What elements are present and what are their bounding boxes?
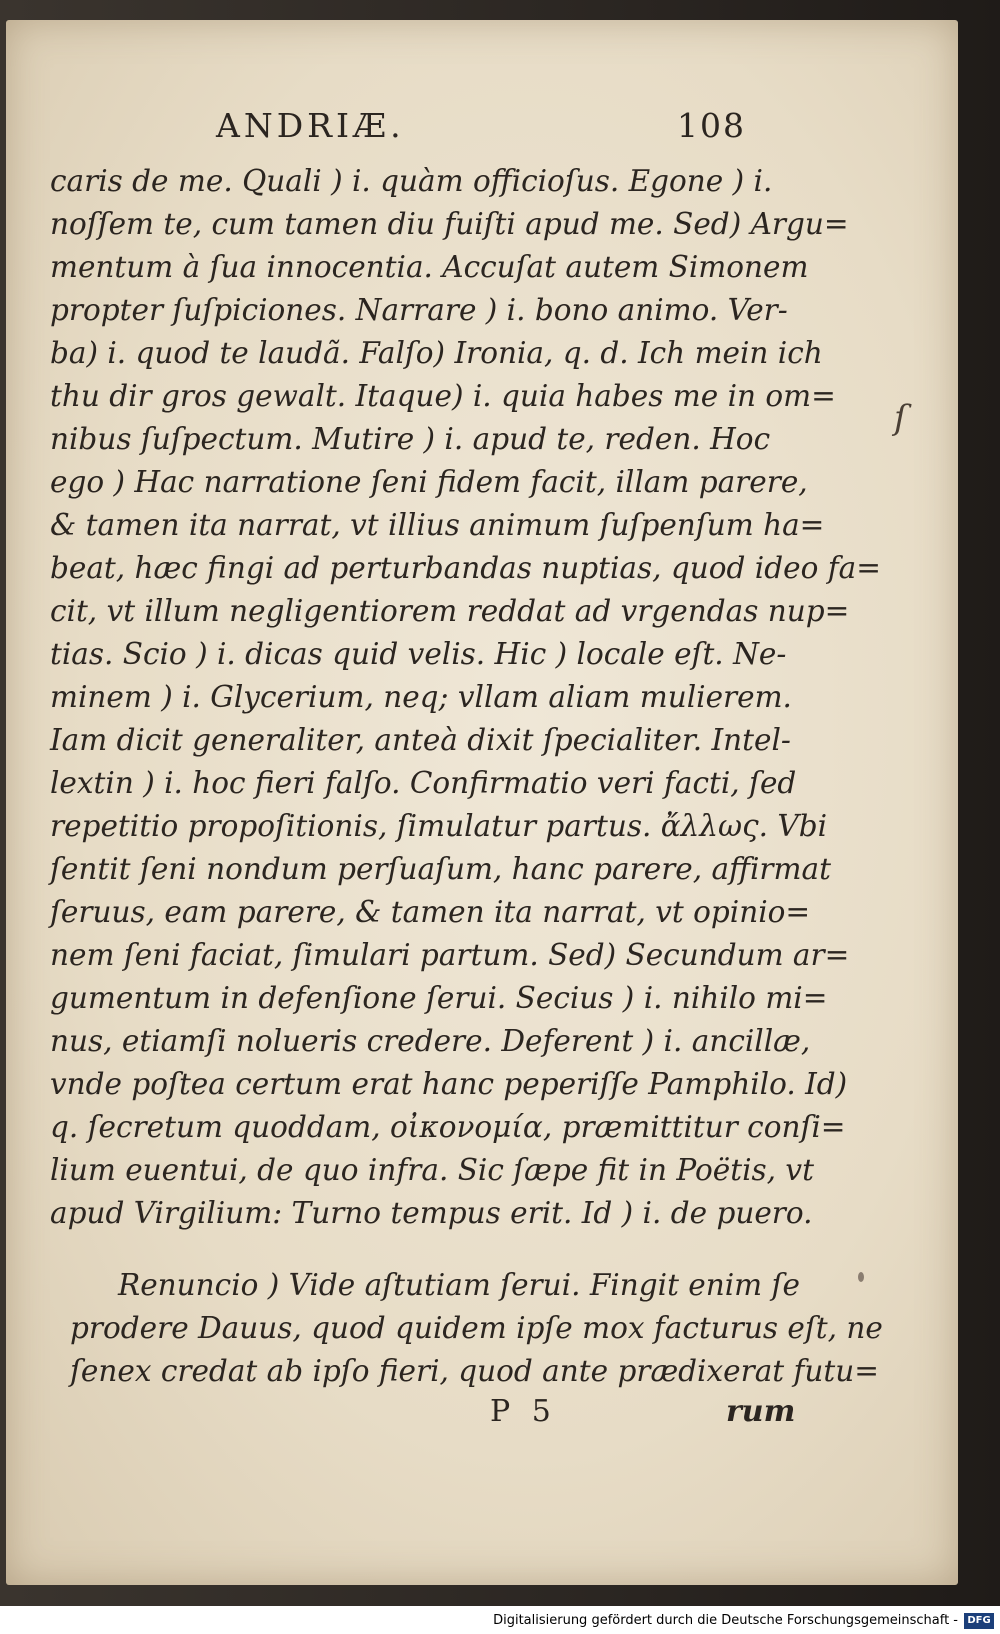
marginal-annotation: ſ <box>894 398 907 438</box>
text-line: thu dir gros gewalt. Itaque) i. quia habes me in om= <box>50 379 836 413</box>
text-line: propter ſuſpiciones. Narrare ) i. bono animo. Ver- <box>50 293 788 327</box>
text-line: lium euentui, de quo infra. Sic ſæpe fit in Poëtis, vt <box>50 1153 814 1187</box>
paper-speck <box>858 1272 864 1282</box>
text-line: ſentit ſeni nondum perſuaſum, hanc parere, affirmat <box>50 852 831 886</box>
digitization-footer <box>0 1606 1000 1634</box>
text-line: ſenex credat ab ipſo fieri, quod ante prædixerat futu= <box>70 1354 880 1388</box>
text-line: nibus ſuſpectum. Mutire ) i. apud te, reden. Hoc <box>50 422 771 456</box>
text-line: q. ſecretum quoddam, οἰκονομία, præmittitur conſi= <box>50 1110 846 1144</box>
page-content <box>6 20 958 1585</box>
text-line: lextin ) i. hoc fieri falſo. Confirmatio veri facti, ſed <box>50 766 797 800</box>
text-line: tias. Scio ) i. dicas quid velis. Hic ) locale eſt. Ne- <box>50 637 787 671</box>
text-line: Iam dicit generaliter, anteà dixit ſpecialiter. Intel- <box>50 723 791 757</box>
text-line: ſeruus, eam parere, & tamen ita narrat, vt opinio= <box>50 895 811 929</box>
text-line: beat, hæc fingi ad perturbandas nuptias, quod ideo fa= <box>50 551 881 585</box>
text-line: caris de me. Quali ) i. quàm officioſus. Egone ) i. <box>50 164 773 198</box>
text-line: Renuncio ) Vide aſtutiam ſerui. Fingit enim ſe <box>118 1268 800 1302</box>
catchword: rum <box>726 1394 796 1429</box>
book-page <box>6 20 958 1585</box>
text-line: repetitio propoſitionis, ſimulatur partus. ἄλλως. Vbi <box>50 809 828 843</box>
text-line: gumentum in defenſione ſerui. Secius ) i. nihilo mi= <box>50 981 828 1015</box>
text-line: prodere Dauus, quod quidem ipſe mox facturus eſt, ne <box>70 1311 883 1345</box>
signature-mark: P 5 <box>490 1394 557 1429</box>
funding-notice: Digitalisierung gefördert durch die Deutsche Forschungsgemeinschaft - <box>493 1613 958 1628</box>
text-line: nem ſeni faciat, ſimulari partum. Sed) Secundum ar= <box>50 938 850 972</box>
running-head-title: ANDRIÆ. <box>216 106 405 145</box>
text-line: mentum à ſua innocentia. Accuſat autem Simonem <box>50 250 809 284</box>
text-line: & tamen ita narrat, vt illius animum ſuſpenſum ha= <box>50 508 825 542</box>
text-line: cit, vt illum negligentiorem reddat ad vrgendas nup= <box>50 594 850 628</box>
text-line: ego ) Hac narratione ſeni fidem facit, illam parere, <box>50 465 808 499</box>
running-head <box>216 106 776 146</box>
text-line: ba) i. quod te laudã. Falſo) Ironia, q. d. Ich mein ich <box>50 336 823 370</box>
commentary-paragraph-2 <box>70 1264 883 1393</box>
text-line: apud Virgilium: Turno tempus erit. Id ) i. de puero. <box>50 1196 813 1230</box>
text-line: noſſem te, cum tamen diu fuiſti apud me. Sed) Argu= <box>50 207 849 241</box>
commentary-paragraph-1 <box>50 160 881 1235</box>
page-number: 108 <box>677 106 746 145</box>
dfg-logo-icon: DFG <box>964 1613 994 1629</box>
text-line: vnde poſtea certum erat hanc peperiſſe Pamphilo. Id) <box>50 1067 848 1101</box>
text-line: nus, etiamſi nolueris credere. Deferent ) i. ancillæ, <box>50 1024 811 1058</box>
text-line: minem ) i. Glycerium, neq; vllam aliam mulierem. <box>50 680 792 714</box>
